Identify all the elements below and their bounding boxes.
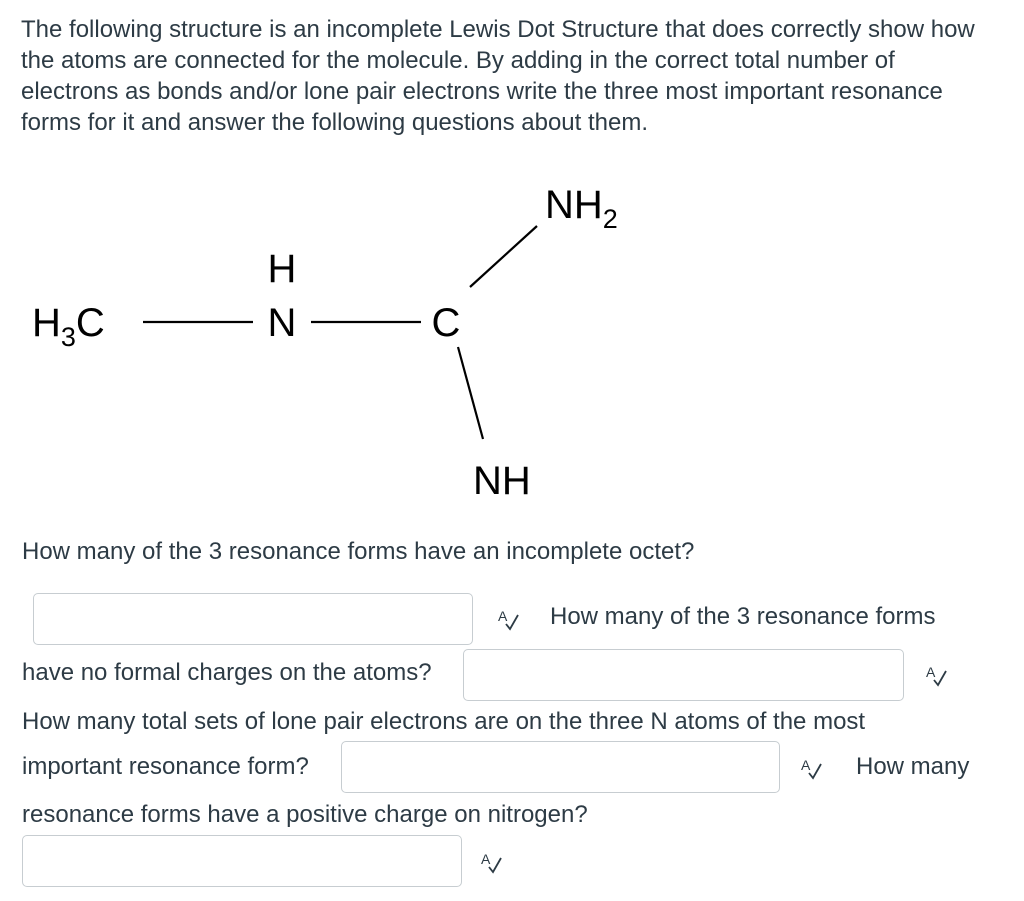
- spellcheck-icon[interactable]: [925, 663, 947, 689]
- answer-1-input[interactable]: [33, 593, 473, 645]
- bond-c-nh2: [470, 226, 537, 287]
- answer-4-input[interactable]: [22, 835, 462, 887]
- lewis-structure: [0, 160, 700, 520]
- svg-text:A: A: [926, 664, 936, 680]
- question-3-text-b: important resonance form?: [22, 753, 309, 780]
- question-3-text-a: How many total sets of lone pair electrons are on the three N atoms of the most: [22, 708, 866, 735]
- question-intro: The following structure is an incomplete Lewis Dot Structure that does correctly show how the atoms are connected for the molecule. By adding in the correct total number of electrons as bonds and/or lone pair electrons write the three most important resonance forms for it and answer the following questions about them.: [21, 16, 975, 136]
- question-4-text-a: How many: [856, 753, 970, 780]
- spellcheck-icon[interactable]: [480, 850, 502, 876]
- question-2-text-b: have no formal charges on the atoms?: [22, 659, 432, 686]
- nh2-group: $NH_2$: [545, 183, 618, 234]
- answer-2-input[interactable]: [463, 649, 904, 701]
- question-2-text-a: How many of the 3 resonance forms: [550, 603, 936, 630]
- question-1-text: How many of the 3 resonance forms have an incomplete octet?: [22, 538, 695, 565]
- question-4-text-b: resonance forms have a positive charge on nitrogen?: [22, 801, 588, 828]
- answer-3-input[interactable]: [341, 741, 780, 793]
- svg-text:A: A: [498, 608, 508, 624]
- spellcheck-icon[interactable]: [497, 607, 519, 633]
- svg-text:A: A: [481, 851, 491, 867]
- central-carbon: C: [431, 301, 461, 345]
- nh-group: NH: [473, 459, 531, 503]
- methyl-group: $H_3C$: [32, 301, 105, 352]
- svg-text:A: A: [801, 757, 811, 773]
- bond-c-nh: [458, 347, 483, 439]
- amine-nitrogen: N: [267, 301, 297, 345]
- amine-hydrogen: H: [267, 247, 297, 291]
- spellcheck-icon[interactable]: [800, 756, 822, 782]
